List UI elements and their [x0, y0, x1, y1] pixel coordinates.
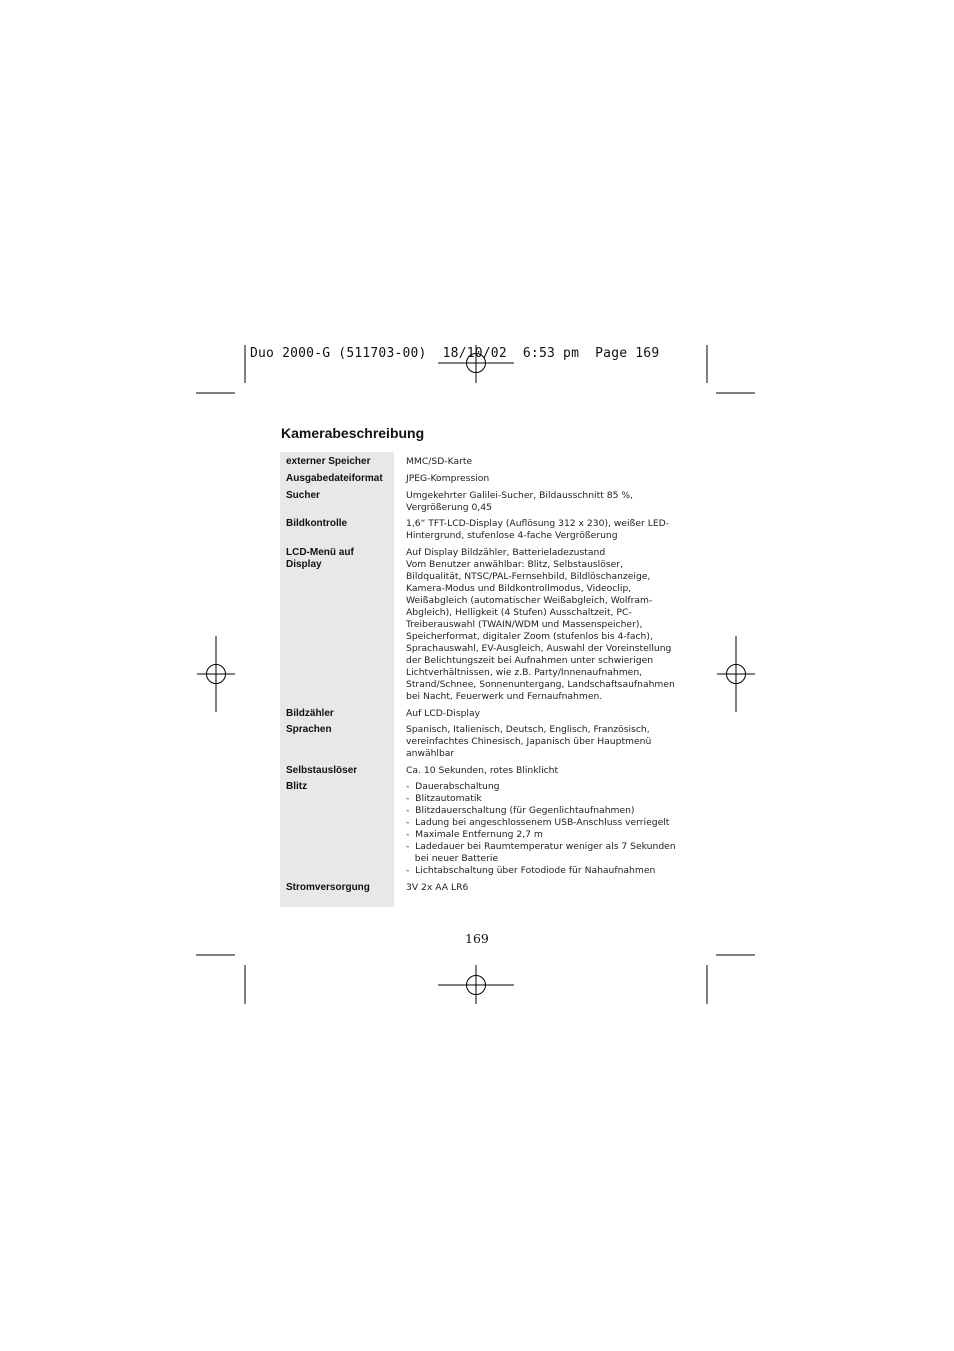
- spec-value-line: - Blitzautomatik: [406, 793, 482, 804]
- spec-value-line: 1,6“ TFT-LCD-Display (Auflösung 312 x 230), weißer LED-: [406, 518, 670, 529]
- spec-value: [406, 473, 676, 485]
- spec-value-line: - Ladedauer bei Raumtemperatur weniger als 7 Sekunden: [406, 841, 676, 852]
- spec-value-line: MMC/SD-Karte: [406, 456, 473, 467]
- spec-label: externer Speicher: [286, 456, 371, 467]
- spec-value-line: anwählbar: [406, 748, 455, 759]
- spec-value-line: Spanisch, Italienisch, Deutsch, Englisch, Französisch,: [406, 724, 650, 735]
- section-title: Kamerabeschreibung: [281, 425, 425, 441]
- spec-value-line: JPEG-Kompression: [406, 473, 490, 484]
- spec-label: Sprachen: [286, 724, 332, 735]
- spec-value: [406, 882, 676, 894]
- spec-value: [406, 781, 676, 877]
- spec-value-line: - Blitzdauerschaltung (für Gegenlichtaufnahmen): [406, 805, 635, 816]
- spec-label: Bildzähler: [286, 708, 334, 719]
- spec-value-line: - Lichtabschaltung über Fotodiode für Nahaufnahmen: [406, 865, 656, 876]
- page-number: 169: [465, 931, 489, 946]
- spec-value: [406, 518, 676, 542]
- spec-value-line: Umgekehrter Galilei-Sucher, Bildausschnitt 85 %,: [406, 490, 633, 501]
- spec-value-line: Hintergrund, stufenlose 4-fache Vergrößerung: [406, 530, 618, 541]
- registration-mark-right: [717, 636, 755, 712]
- spec-value-line: Speicherformat, digitaler Zoom (stufenlos bis 4-fach),: [406, 631, 653, 642]
- spec-value-line: bei neuer Batterie: [406, 853, 499, 864]
- spec-label: Ausgabedateiformat: [286, 473, 383, 484]
- spec-value: [406, 708, 676, 720]
- spec-value-line: - Maximale Entfernung 2,7 m: [406, 829, 543, 840]
- spec-value-line: Treiberauswahl (TWAIN/WDM und Massenspeicher),: [406, 619, 643, 630]
- spec-label: Stromversorgung: [286, 882, 370, 893]
- spec-value-line: - Ladung bei angeschlossenem USB-Anschluss verriegelt: [406, 817, 670, 828]
- spec-label: Blitz: [286, 781, 308, 792]
- spec-value: [406, 724, 676, 760]
- spec-value: [406, 490, 676, 514]
- spec-value-line: Vom Benutzer anwählbar: Blitz, Selbstauslöser,: [406, 559, 623, 570]
- spec-value-line: Ca. 10 Sekunden, rotes Blinklicht: [406, 765, 559, 776]
- spec-value-line: Auf LCD-Display: [406, 708, 481, 719]
- spec-label: Selbstauslöser: [286, 765, 358, 776]
- spec-value: [406, 765, 676, 777]
- spec-value-line: Lichtverhältnissen, wie z.B. Party/Innenaufnahmen,: [406, 667, 643, 678]
- spec-value-line: Bildqualität, NTSC/PAL-Fernsehbild, Bildlöschanzeige,: [406, 571, 651, 582]
- spec-value-line: Auf Display Bildzähler, Batterieladezustand: [406, 547, 606, 558]
- spec-value-line: Vergrößerung 0,45: [406, 502, 492, 513]
- registration-mark-bottom: [438, 965, 514, 1004]
- spec-value-line: Strand/Schnee, Sonnenuntergang, Landschaftsaufnahmen: [406, 679, 675, 690]
- spec-value-line: der Belichtungszeit bei Aufnahmen unter schwierigen: [406, 655, 654, 666]
- spec-value-line: vereinfachtes Chinesisch, Japanisch über Hauptmenü: [406, 736, 652, 747]
- spec-label: Sucher: [286, 490, 320, 501]
- print-slug: Duo 2000-G (511703-00) 18/10/02 6:53 pm Page 169: [250, 346, 660, 361]
- spec-value-line: Sprachauswahl, EV-Ausgleich, Auswahl der Voreinstellung: [406, 643, 672, 654]
- spec-value-line: Weißabgleich (automatischer Weißabgleich, Wolfram-: [406, 595, 653, 606]
- spec-value: [406, 547, 676, 703]
- spec-value: [406, 456, 676, 468]
- spec-label: LCD-Menü auf Display: [286, 547, 354, 570]
- spec-label: Bildkontrolle: [286, 518, 348, 529]
- registration-mark-left: [197, 636, 235, 712]
- spec-value-line: bei Nacht, Feuerwerk und Fernaufnahmen.: [406, 691, 603, 702]
- spec-value-line: Kamera-Modus und Bildkontrollmodus, Videoclip,: [406, 583, 632, 594]
- spec-value-line: 3V 2x AA LR6: [406, 882, 469, 893]
- spec-value-line: Abgleich), Helligkeit (4 Stufen) Ausschaltzeit, PC-: [406, 607, 632, 618]
- spec-value-line: - Dauerabschaltung: [406, 781, 500, 792]
